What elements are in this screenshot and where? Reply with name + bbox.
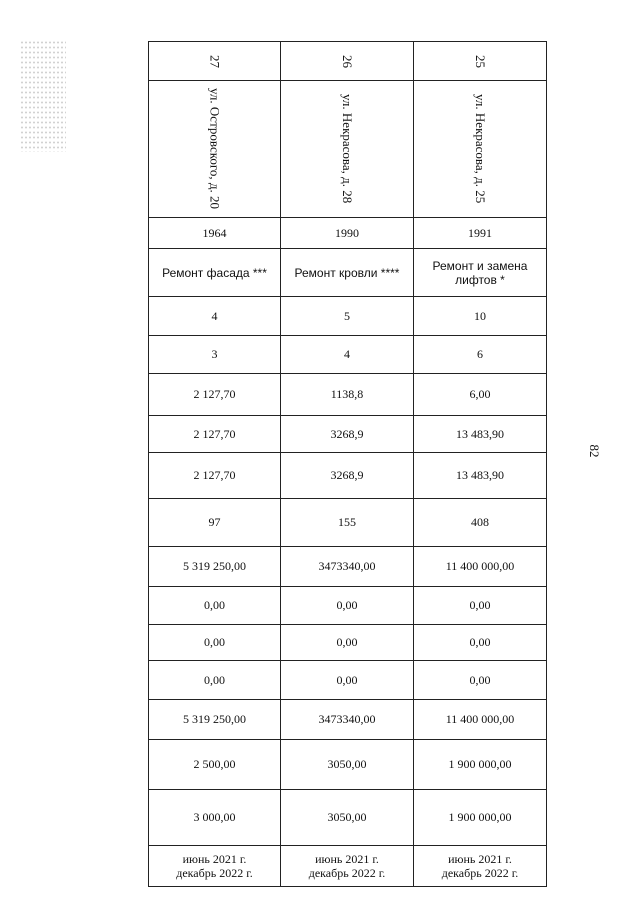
cell-number <box>414 42 547 81</box>
row-value-11 <box>149 700 547 740</box>
cell-value: 3268,9 <box>281 453 414 499</box>
row-value-8 <box>149 587 547 625</box>
cell-value: 2 127,70 <box>149 416 281 453</box>
building-address: ул. Некрасова, д. 25 <box>473 94 488 204</box>
cell-value: 3473340,00 <box>281 700 414 740</box>
cell-value: 408 <box>414 499 547 547</box>
cell-value: 1 900 000,00 <box>414 740 547 790</box>
row-value-9 <box>149 625 547 661</box>
cell-value: 0,00 <box>281 661 414 700</box>
cell-value: 2 127,70 <box>149 453 281 499</box>
cell-value: 6,00 <box>414 374 547 416</box>
cell-work-type: Ремонт и замена лифтов * <box>414 249 547 297</box>
row-value-3 <box>149 374 547 416</box>
row-year <box>149 218 547 249</box>
cell-value: 0,00 <box>281 625 414 661</box>
row-value-2 <box>149 336 547 374</box>
cell-value: 3050,00 <box>281 740 414 790</box>
cell-value: 2 500,00 <box>149 740 281 790</box>
period-start: июнь 2021 г. <box>448 852 512 866</box>
cell-value: 5 <box>281 297 414 336</box>
cell-value: 5 319 250,00 <box>149 547 281 587</box>
building-address: ул. Некрасова, д. 28 <box>340 94 355 204</box>
cell-value: 0,00 <box>281 587 414 625</box>
cell-value: 11 400 000,00 <box>414 700 547 740</box>
cell-year: 1964 <box>149 218 281 249</box>
building-number: 27 <box>207 54 223 68</box>
cell-address <box>281 81 414 218</box>
cell-value: 4 <box>281 336 414 374</box>
building-number: 25 <box>473 54 488 68</box>
cell-value: 1138,8 <box>281 374 414 416</box>
row-number <box>149 42 547 81</box>
cell-work-type: Ремонт кровли **** <box>281 249 414 297</box>
cell-value: 3268,9 <box>281 416 414 453</box>
row-value-5 <box>149 453 547 499</box>
cell-work-type: Ремонт фасада *** <box>149 249 281 297</box>
cell-value: 0,00 <box>149 661 281 700</box>
cell-year: 1990 <box>281 218 414 249</box>
cell-period <box>149 846 281 887</box>
cell-period <box>281 846 414 887</box>
page-number: 82 <box>587 444 602 458</box>
row-period <box>149 846 547 887</box>
period-end: декабрь 2022 г. <box>176 866 253 880</box>
cell-address <box>149 81 281 218</box>
capital-repair-table <box>148 41 547 887</box>
cell-value: 3 <box>149 336 281 374</box>
cell-value: 4 <box>149 297 281 336</box>
cell-value: 97 <box>149 499 281 547</box>
cell-value: 5 319 250,00 <box>149 700 281 740</box>
period-start: июнь 2021 г. <box>182 852 247 866</box>
row-value-4 <box>149 416 547 453</box>
cell-value: 13 483,90 <box>414 416 547 453</box>
cell-value: 2 127,70 <box>149 374 281 416</box>
cell-value: 0,00 <box>149 625 281 661</box>
cell-value: 3 000,00 <box>149 790 281 846</box>
cell-value: 6 <box>414 336 547 374</box>
building-number: 26 <box>340 54 355 68</box>
row-value-13 <box>149 790 547 846</box>
period-start: июнь 2021 г. <box>315 852 379 866</box>
period-end: декабрь 2022 г. <box>308 866 386 880</box>
cell-number <box>149 42 281 81</box>
period-end: декабрь 2022 г. <box>441 866 519 880</box>
cell-value: 3050,00 <box>281 790 414 846</box>
cell-value: 155 <box>281 499 414 547</box>
row-work-type <box>149 249 547 297</box>
cell-value: 0,00 <box>149 587 281 625</box>
row-value-12 <box>149 740 547 790</box>
cell-value: 0,00 <box>414 625 547 661</box>
cell-value: 3473340,00 <box>281 547 414 587</box>
cell-value: 10 <box>414 297 547 336</box>
row-value-6 <box>149 499 547 547</box>
row-value-10 <box>149 661 547 700</box>
row-address <box>149 81 547 218</box>
cell-value: 1 900 000,00 <box>414 790 547 846</box>
scan-artifact <box>20 40 66 152</box>
cell-period <box>414 846 547 887</box>
row-value-1 <box>149 297 547 336</box>
cell-address <box>414 81 547 218</box>
cell-value: 0,00 <box>414 587 547 625</box>
row-value-7 <box>149 547 547 587</box>
building-address: ул. Островского, д. 20 <box>207 88 223 210</box>
cell-value: 13 483,90 <box>414 453 547 499</box>
cell-value: 0,00 <box>414 661 547 700</box>
cell-number <box>281 42 414 81</box>
cell-year: 1991 <box>414 218 547 249</box>
cell-value: 11 400 000,00 <box>414 547 547 587</box>
